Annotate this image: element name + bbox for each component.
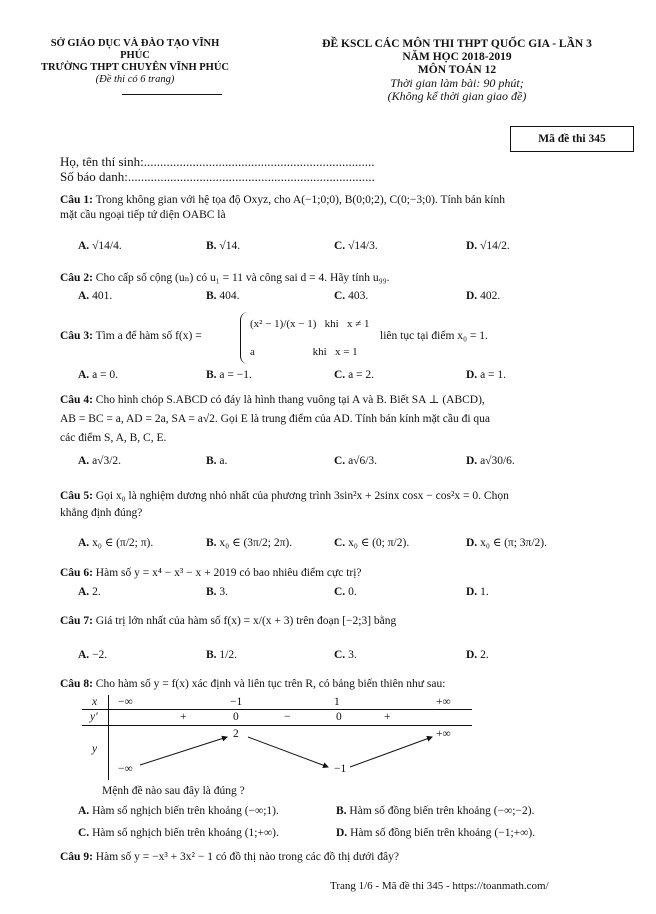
question-text: Trong không gian với hệ tọa độ Oxyz, cho A(−1;0;0), B(0;0;2), C(0;−3;0). Tính bán kính <box>95 194 505 206</box>
option-a: A. 401. <box>78 290 113 302</box>
variation-arrows <box>82 695 472 780</box>
header-divider <box>122 94 222 95</box>
option-c: C. 403. <box>334 290 369 302</box>
question-text-2: mặt cầu ngoại tiếp tứ diện OABC là <box>60 209 226 221</box>
option-a: A. −2. <box>78 649 108 661</box>
variation-table <box>82 695 472 780</box>
option-b: B. Hàm số đồng biến trên khoảng (−∞;−2). <box>336 805 535 817</box>
option-b: B. 404. <box>206 290 240 302</box>
yp-sign: + <box>384 711 391 723</box>
option-d: D. Hàm số đồng biến trên khoảng (−1;+∞). <box>336 827 536 839</box>
increase-arrow <box>350 737 432 767</box>
question-8: Câu 8: Cho hàm số y = f(x) xác định và liên tục trên R, có bảng biến thiên như sau: <box>60 678 446 690</box>
option-c: C. a = 2. <box>334 369 375 381</box>
y-label: y <box>92 743 98 755</box>
student-id-field: Số báo danh:............................................................................ <box>60 169 375 184</box>
question-4: Câu 4: Cho hình chóp S.ABCD có đáy là hình thang vuông tại A và B. Biết SA ⊥ (ABCD), AB = BC = a, AD = 2a, SA = a√2. Gọi E là trung điểm của AD. Tính bán kính mặt cầu đi qua các điểm S, A, B, C, E. <box>60 394 491 444</box>
piecewise-case-2: a khi x = 1 <box>250 346 358 358</box>
yp-sign: 0 <box>233 711 239 723</box>
dept-name: SỞ GIÁO DỤC VÀ ĐÀO TẠO VĨNH PHÚC <box>50 38 220 61</box>
option-c: C. 3. <box>334 649 357 661</box>
option-c: C. a√6/3. <box>334 455 378 467</box>
yp-sign: − <box>284 711 291 723</box>
option-d: D. x₀ ∈ (π; 3π/2). <box>466 537 547 549</box>
x-value: −1 <box>230 696 243 708</box>
option-d: D. 2. <box>466 649 489 661</box>
page-count: (Đề thi có 6 trang) <box>95 74 175 85</box>
yp-sign: + <box>180 711 187 723</box>
question-5: Câu 5: Gọi x₀ là nghiệm dương nhỏ nhất của phương trình 3sin²x + 2sinx cosx − cos²x = 0. Chọn khẳng định đúng? <box>60 490 509 519</box>
y-value: −∞ <box>118 763 133 775</box>
y-value: −1 <box>334 763 347 775</box>
question-label: Câu 1: <box>60 194 93 206</box>
x-label: x <box>92 696 98 708</box>
option-d: D. a√30/6. <box>466 455 515 467</box>
option-b: B. a = −1. <box>206 369 252 381</box>
student-name-field: Họ, tên thí sinh:....................................................................... <box>60 154 375 169</box>
increase-arrow <box>140 737 227 765</box>
option-b: B. x₀ ∈ (3π/2; 2π). <box>206 537 293 549</box>
option-c: C. 0. <box>334 586 357 598</box>
exam-time: Thời gian làm bài: 90 phút; <box>390 76 524 90</box>
option-a: A. Hàm số nghịch biến trên khoảng (−∞;1). <box>78 805 279 817</box>
question-2: Câu 2: Cho cấp số cộng (uₙ) có u₁ = 11 và công sai d = 4. Hãy tính u₉₉. <box>60 272 390 284</box>
question-9: Câu 9: Hàm số y = −x³ + 3x² − 1 có đồ thị nào trong các đồ thị dưới đây? <box>60 851 399 863</box>
option-a: A. x₀ ∈ (π/2; π). <box>78 537 154 549</box>
option-c: C. Hàm số nghịch biến trên khoảng (1;+∞). <box>78 827 279 839</box>
option-c: C. x₀ ∈ (0; π/2). <box>334 537 410 549</box>
option-b: B. a. <box>206 455 228 467</box>
option-b: B. 3. <box>206 586 229 598</box>
option-d: D. a = 1. <box>466 369 507 381</box>
x-value: −∞ <box>118 696 133 708</box>
option-d: D. 1. <box>466 586 489 598</box>
school-name: TRƯỜNG THPT CHUYÊN VĨNH PHÚC <box>40 62 230 73</box>
yp-label: y' <box>90 711 98 723</box>
question-1 <box>60 193 620 223</box>
question-6: Câu 6: Hàm số y = x⁴ − x³ − x + 2019 có bao nhiêu điểm cực trị? <box>60 567 362 579</box>
page-footer: Trang 1/6 - Mã đề thi 345 - https://toanmath.com/ <box>330 880 549 892</box>
option-a: A. a√3/2. <box>78 455 122 467</box>
exam-note: (Không kể thời gian giao đề) <box>387 89 527 103</box>
exam-year: NĂM HỌC 2018-2019 <box>402 51 512 63</box>
x-value: 1 <box>334 696 340 708</box>
option-a: A. 2. <box>78 586 101 598</box>
option-d: D. √14/2. <box>466 240 510 252</box>
option-b: B. √14. <box>206 240 241 252</box>
school-header <box>40 38 230 86</box>
decrease-arrow <box>248 737 328 767</box>
option-c: C. √14/3. <box>334 240 378 252</box>
y-value: +∞ <box>436 728 451 740</box>
question-text-post: liên tục tại điểm x₀ = 1. <box>380 330 488 342</box>
question-prompt: Mệnh đề nào sau đây là đúng ? <box>102 785 245 797</box>
exam-title: ĐỀ KSCL CÁC MÔN THI THPT QUỐC GIA - LẦN 3 <box>322 38 592 50</box>
question-3: Câu 3: Tìm a để hàm số f(x) = <box>60 330 202 342</box>
option-d: D. 402. <box>466 290 501 302</box>
question-7: Câu 7: Giá trị lớn nhất của hàm số f(x) = x/(x + 3) trên đoạn [−2;3] bằng <box>60 615 397 627</box>
piecewise-case-1: (x² − 1)/(x − 1) khi x ≠ 1 <box>250 318 370 330</box>
x-value: +∞ <box>436 696 451 708</box>
exam-subject: MÔN TOÁN 12 <box>417 64 497 76</box>
option-b: B. 1/2. <box>206 649 237 661</box>
y-value: 2 <box>233 728 239 740</box>
exam-code: Mã đề thi 345 <box>510 126 634 152</box>
option-a: A. a = 0. <box>78 369 119 381</box>
yp-sign: 0 <box>336 711 342 723</box>
exam-header <box>292 38 622 103</box>
option-a: A. √14/4. <box>78 240 122 252</box>
